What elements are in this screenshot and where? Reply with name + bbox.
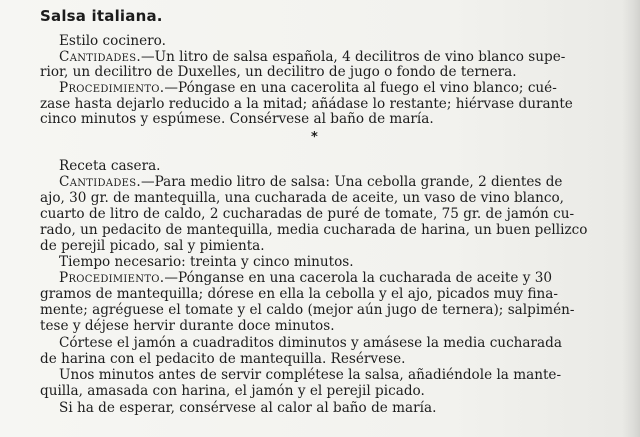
section2-line-11: Córtese el jamón a cuadraditos diminutos y amásese la media cucharada (59, 335, 562, 351)
line-text: —Un litro de salsa española, 4 decilitros de vino blanco supe- (141, 49, 566, 65)
section2-line-9: mente; agréguese el tomate y el caldo (mejor aún jugo de ternera); salpimén- (40, 302, 575, 318)
section2-line-5: de perejil picado, sal y pimienta. (40, 238, 265, 254)
section1-heading: Estilo cocinero. (59, 33, 166, 49)
section2-line-1 (59, 174, 562, 190)
section1-line-4: zase hasta dejarlo reducido a la mitad; añádase lo restante; hiérvase durante (40, 96, 573, 112)
quantities-label: Cantidades. (59, 49, 142, 65)
procedure-label: Procedimiento. (59, 80, 165, 96)
section2-line-15: Si ha de esperar, consérvese al calor al baño de maría. (59, 400, 437, 416)
section2-line-4: rado, un pedacito de mantequilla, media cucharada de harina, un buen pellizco (40, 222, 588, 238)
line-text: —Para medio litro de salsa: Una cebolla grande, 2 dientes de (141, 174, 563, 190)
section2-heading: Receta casera. (59, 158, 161, 174)
section2-line-10: tese y déjese hervir durante doce minutos. (40, 318, 335, 334)
section2-line-7 (59, 270, 552, 286)
line-text: —Póngase en una cacerolita al fuego el vino blanco; cué- (164, 80, 557, 96)
section2-line-12: de harina con el pedacito de mantequilla. Resérvese. (40, 351, 406, 367)
procedure-label: Procedimiento. (59, 270, 165, 286)
line-text: —Pónganse en una cacerola la cucharada de aceite y 30 (164, 270, 552, 286)
recipe-title: Salsa italiana. (40, 7, 163, 25)
section2-line-8: gramos de mantequilla; dórese en ella la cebolla y el ajo, picados muy fina- (40, 286, 558, 302)
section2-line-13: Unos minutos antes de servir complétese la salsa, añadiéndole la mante- (59, 367, 562, 383)
section1-line-3 (59, 80, 557, 96)
section1-line-1 (59, 49, 565, 65)
section2-line-2: ajo, 30 gr. de mantequilla, una cucharada de aceite, un vaso de vino blanco, (40, 190, 564, 206)
quantities-label: Cantidades. (59, 174, 142, 190)
section1-line-5: cinco minutos y espúmese. Consérvese al baño de maría. (40, 111, 434, 127)
section2-line-3: cuarto de litro de caldo, 2 cucharadas de puré de tomate, 75 gr. de jamón cu- (40, 206, 575, 222)
section-separator: * (311, 130, 318, 145)
section2-line-6: Tiempo necesario: treinta y cinco minutos. (59, 254, 354, 270)
section2-line-14: quilla, amasada con harina, el jamón y el perejil picado. (40, 383, 425, 399)
page-edge-shadow (622, 0, 640, 437)
section1-line-2: rior, un decilitro de Duxelles, un decilitro de jugo o fondo de ternera. (40, 64, 517, 80)
